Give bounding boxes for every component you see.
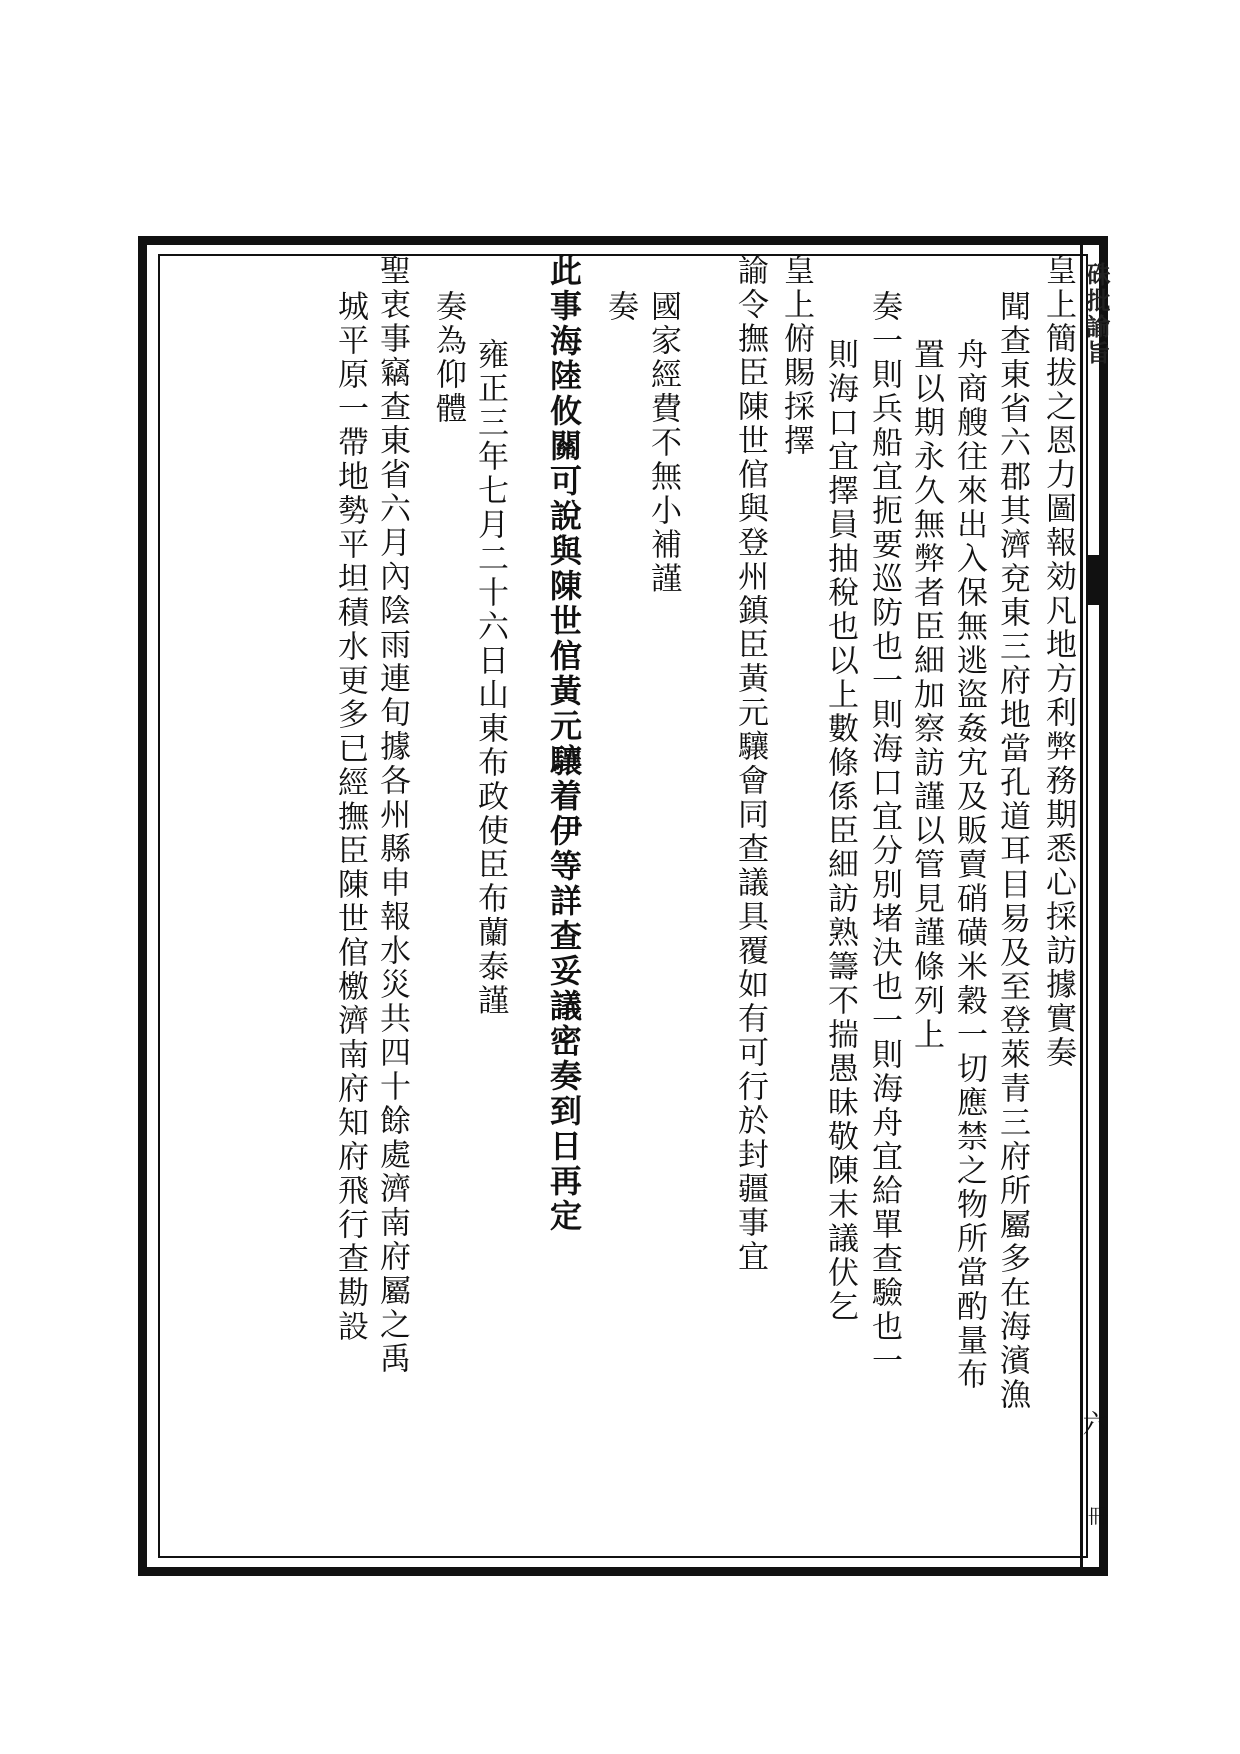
fold-fishtail-mark [1086,555,1108,605]
text-column-12: 雍正三年七月二十六日山東布政使臣布蘭泰謹 [472,338,508,1018]
fold-book-title: 硃批諭旨 [1082,262,1111,366]
text-column-3: 舟商艘往來出入保無逃盜姦宄及販賣硝磺米穀一切應禁之物所當酌量布 [951,338,987,1392]
text-column-1: 皇上簡拔之恩力圖報効凡地方利弊務期悉心採訪據實奏 [1040,254,1076,1070]
text-column-14: 聖衷事竊查東省六月內陰雨連旬據各州縣申報水災共四十餘處濟南府屬之禹 [374,254,410,1376]
text-column-2: 聞查東省六郡其濟兗東三府地當孔道耳目易及至登萊青三府所屬多在海濱漁 [994,290,1030,1412]
text-column-4: 置以期永久無弊者臣細加察訪謹以管見謹條列上 [908,338,944,1052]
imperial-rescript: 此事海陸攸關可說與陳世倌黃元驤着伊等詳查妥議密奏到日再定 [545,254,583,1234]
fold-volume-mark: 冊 [1088,1504,1108,1528]
text-column-10: 奏 [602,290,638,324]
text-column-15: 城平原一帶地勢平坦積水更多已經撫臣陳世倌檄濟南府知府飛行查勘設 [332,290,368,1344]
text-column-5: 奏一則兵船宜扼要巡防也一則海口宜分別堵決也一則海舟宜給單查驗也一 [866,290,902,1378]
text-column-8: 諭令撫臣陳世倌與登州鎮臣黃元驤會同查議具覆如有可行於封疆事宜 [732,254,768,1274]
text-column-6: 則海口宜擇員抽稅也以上數條係臣細訪熟籌不揣愚昧敬陳末議伏乞 [822,338,858,1324]
text-column-13: 奏為仰體 [430,290,466,426]
fold-page-number: 六 [1078,1410,1108,1436]
text-column-7: 皇上俯賜採擇 [778,254,814,458]
fold-divider [1080,236,1083,1576]
text-column-9: 國家經費不無小補謹 [645,290,681,596]
page-border-inner [158,254,1088,1558]
